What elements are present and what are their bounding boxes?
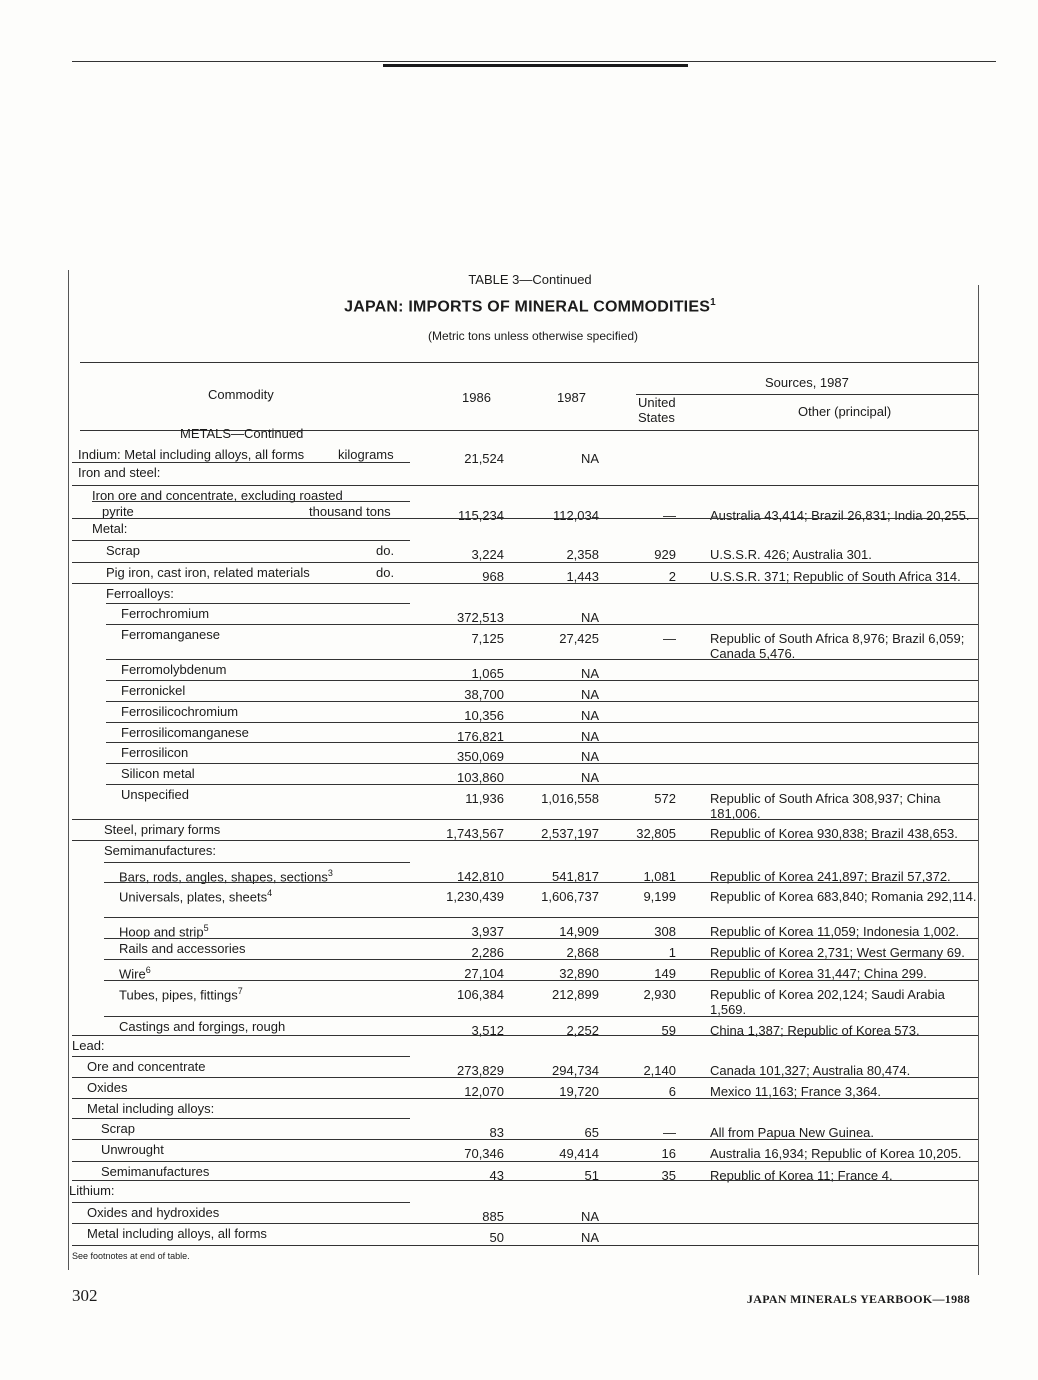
row-rule	[106, 722, 978, 723]
other-sources: Republic of Korea 202,124; Saudi Arabia 1,569.	[710, 987, 945, 1017]
value-1987: 14,909	[559, 924, 599, 939]
other-sources: Republic of Korea 2,731; West Germany 69.	[710, 945, 965, 960]
value-1986: 11,936	[465, 791, 504, 806]
commodity-label: Silicon metal	[121, 766, 195, 781]
commodity-label-wrap	[119, 983, 243, 1003]
value-1987: NA	[580, 708, 599, 723]
value-1986: 1,230,439	[446, 889, 504, 904]
value-1987: NA	[580, 1230, 599, 1245]
commodity-label: Ferrosilicomanganese	[121, 725, 249, 740]
commodity-label: Iron and steel:	[78, 465, 161, 480]
footnote-marker: 3	[327, 868, 333, 878]
value-1986: 43	[489, 1168, 504, 1183]
row-rule	[72, 583, 978, 584]
row-rule	[72, 1180, 978, 1181]
unit-label: kilograms	[338, 447, 394, 462]
other-sources: China 1,387; Republic of Korea 573.	[710, 1023, 920, 1038]
value-1986: 372,513	[457, 610, 504, 625]
other-sources: Republic of Korea 11,059; Indonesia 1,002.	[710, 924, 960, 939]
row-rule	[106, 624, 978, 625]
top-rule-thick	[383, 64, 688, 67]
value-united-states: 59	[661, 1023, 676, 1038]
row-rule	[72, 1223, 978, 1224]
row-rule	[106, 763, 978, 764]
value-1987: 1,443	[566, 569, 599, 584]
value-1987: 212,899	[552, 987, 599, 1002]
value-1987: 1,606,737	[541, 889, 599, 904]
section-label: METALS—Continued	[180, 426, 304, 441]
commodity-label: Metal including alloys:	[87, 1101, 215, 1116]
row-rule	[104, 1016, 978, 1017]
value-1987: 1,016,558	[541, 791, 599, 806]
row-rule	[104, 959, 978, 960]
other-sources: Australia 16,934; Republic of Korea 10,205.	[710, 1146, 962, 1161]
row-rule	[106, 784, 978, 785]
commodity-label: Ferrochromium	[121, 606, 210, 621]
value-united-states: 6	[668, 1084, 676, 1099]
commodity-label: Semimanufactures	[101, 1164, 210, 1179]
row-rule	[106, 742, 978, 743]
value-1987: 112,034	[552, 508, 599, 523]
value-1986: 885	[482, 1209, 504, 1224]
row-rule	[92, 501, 410, 502]
other-sources: U.S.S.R. 371; Republic of South Africa 314.	[710, 569, 961, 584]
value-united-states: 2	[668, 569, 676, 584]
value-1986: 2,286	[471, 945, 504, 960]
commodity-label: Ferrosilicochromium	[121, 704, 239, 719]
running-title: JAPAN MINERALS YEARBOOK—1988	[746, 1292, 970, 1306]
value-1986: 27,104	[464, 966, 504, 981]
value-1986: 3,512	[471, 1023, 504, 1038]
row-rule	[72, 518, 978, 519]
header-united-states: United States	[638, 395, 676, 425]
header-1986: 1986	[462, 390, 491, 405]
value-1986: 103,860	[457, 770, 504, 785]
footnote-marker: 5	[203, 923, 209, 933]
commodity-label: Castings and forgings, rough	[119, 1019, 286, 1034]
row-rule	[104, 882, 978, 883]
value-1986: 12,070	[464, 1084, 504, 1099]
value-united-states: 1,081	[643, 869, 676, 884]
value-1986: 38,700	[464, 687, 504, 702]
unit-label: thousand tons	[309, 504, 391, 519]
commodity-label: Wire	[119, 966, 146, 982]
commodity-label: Ferrosilicon	[121, 745, 189, 760]
value-1987: 541,817	[552, 869, 599, 884]
value-1986: 70,346	[464, 1146, 504, 1161]
row-rule	[106, 701, 978, 702]
value-1987: NA	[580, 729, 599, 744]
row-rule	[106, 603, 410, 604]
value-1986: 21,524	[464, 451, 504, 466]
commodity-label-wrap	[119, 885, 272, 905]
value-1986: 3,224	[471, 547, 504, 562]
other-sources: Mexico 11,163; France 3,364.	[710, 1084, 882, 1099]
value-1986: 115,234	[457, 508, 504, 523]
row-rule	[72, 1245, 978, 1246]
value-1987: NA	[580, 1209, 599, 1224]
title-footnote-marker: 1	[710, 297, 716, 308]
commodity-label: Ore and concentrate	[87, 1059, 206, 1074]
row-rule	[72, 1161, 978, 1162]
value-united-states: 308	[654, 924, 676, 939]
footnote-marker: 6	[145, 965, 151, 975]
footnote-note: See footnotes at end of table.	[72, 1251, 190, 1261]
commodity-label: pyrite	[102, 504, 134, 519]
value-united-states: 32,805	[636, 826, 676, 841]
value-1987: 65	[584, 1125, 599, 1140]
commodity-label: Ferromolybdenum	[121, 662, 227, 677]
commodity-label: Metal including alloys, all forms	[87, 1226, 267, 1241]
commodity-label: Ferronickel	[121, 683, 186, 698]
other-sources: Republic of Korea 11; France 4.	[710, 1168, 893, 1183]
row-rule	[72, 1035, 978, 1036]
other-sources: Republic of Korea 930,838; Brazil 438,653.	[710, 826, 958, 841]
row-rule	[72, 840, 978, 841]
row-rule	[104, 938, 978, 939]
value-1987: 49,414	[559, 1146, 599, 1161]
commodity-label: Oxides	[87, 1080, 128, 1095]
value-1987: 32,890	[559, 966, 599, 981]
row-rule	[72, 1098, 978, 1099]
commodity-label: Rails and accessories	[119, 941, 246, 956]
row-rule	[104, 980, 978, 981]
commodity-label: Lithium:	[69, 1183, 115, 1198]
value-1987: 2,252	[566, 1023, 599, 1038]
value-1987: 294,734	[552, 1063, 599, 1078]
commodity-label: Lead:	[72, 1038, 105, 1053]
value-united-states: 929	[654, 547, 676, 562]
value-united-states: 1	[668, 945, 676, 960]
value-1986: 968	[482, 569, 504, 584]
value-1986: 176,821	[457, 729, 504, 744]
row-rule	[72, 485, 978, 486]
value-united-states: 2,140	[643, 1063, 676, 1078]
value-1986: 10,356	[464, 708, 504, 723]
value-united-states: 2,930	[643, 987, 676, 1002]
value-1986: 1,065	[471, 666, 504, 681]
value-1987: 2,358	[566, 547, 599, 562]
commodity-label: Metal:	[92, 521, 128, 536]
other-sources: Republic of South Africa 308,937; China 181,006.	[710, 791, 941, 821]
row-rule	[72, 462, 410, 463]
value-1986: 3,937	[471, 924, 504, 939]
value-1987: 2,537,197	[541, 826, 599, 841]
value-united-states: 35	[661, 1168, 676, 1183]
row-rule	[72, 1202, 410, 1203]
row-rule	[104, 862, 410, 863]
value-1986: 7,125	[471, 631, 504, 646]
value-1986: 50	[489, 1230, 504, 1245]
value-1987: NA	[580, 749, 599, 764]
commodity-label: Ferromanganese	[121, 627, 220, 642]
footnote-marker: 7	[237, 986, 243, 996]
other-sources: Republic of South Africa 8,976; Brazil 6,059; Canada 5,476.	[710, 631, 965, 661]
value-1986: 142,810	[457, 869, 504, 884]
value-united-states: —	[663, 1125, 676, 1140]
value-1986: 273,829	[457, 1063, 504, 1078]
table-label: TABLE 3—Continued	[468, 272, 592, 287]
other-sources: Republic of Korea 31,447; China 299.	[710, 966, 927, 981]
value-united-states: 16	[661, 1146, 676, 1161]
other-sources: Republic of Korea 683,840; Romania 292,114.	[710, 889, 977, 904]
commodity-label: Unspecified	[121, 787, 189, 802]
unit-label: do.	[376, 565, 395, 580]
other-sources: U.S.S.R. 426; Australia 301.	[710, 547, 872, 562]
header-top-rule	[80, 362, 978, 363]
table-title	[0, 297, 1038, 316]
value-1987: NA	[580, 770, 599, 785]
commodity-label: Unwrought	[101, 1142, 164, 1157]
value-1987: 51	[584, 1168, 599, 1183]
value-united-states: —	[663, 631, 676, 646]
row-rule	[72, 562, 978, 563]
header-commodity: Commodity	[208, 387, 274, 402]
footnote-marker: 4	[267, 888, 273, 898]
value-united-states: 149	[654, 966, 676, 981]
value-1987: 19,720	[559, 1084, 599, 1099]
header-other: Other (principal)	[798, 404, 892, 419]
other-sources: Republic of Korea 241,897; Brazil 57,372.	[710, 869, 951, 884]
value-1986: 1,743,567	[446, 826, 504, 841]
unit-label: do.	[376, 543, 395, 558]
value-united-states: 9,199	[643, 889, 676, 904]
value-1987: 27,425	[559, 631, 599, 646]
page-number: 302	[72, 1286, 98, 1305]
value-1987: NA	[580, 451, 599, 466]
row-rule	[72, 1139, 978, 1140]
commodity-label: Scrap	[101, 1121, 135, 1136]
commodity-label: Bars, rods, angles, shapes, sections	[119, 869, 328, 885]
row-rule	[72, 1118, 410, 1119]
commodity-label: Pig iron, cast iron, related materials	[106, 565, 310, 580]
value-1987: NA	[580, 687, 599, 702]
row-rule	[106, 680, 978, 681]
commodity-label: Hoop and strip	[119, 924, 204, 940]
value-1987: NA	[580, 610, 599, 625]
top-rule-thin	[72, 61, 996, 62]
header-1987: 1987	[557, 390, 586, 405]
right-margin-line	[978, 285, 979, 1275]
commodity-label: Universals, plates, sheets	[119, 889, 268, 905]
other-sources: Canada 101,327; Australia 80,474.	[710, 1063, 911, 1078]
header-sources: Sources, 1987	[765, 375, 849, 390]
row-rule	[72, 540, 410, 541]
commodity-label: Ferroalloys:	[106, 586, 174, 601]
commodity-label: Steel, primary forms	[104, 822, 221, 837]
value-united-states: —	[663, 508, 676, 523]
row-rule	[106, 659, 978, 660]
other-sources: All from Papua New Guinea.	[710, 1125, 875, 1140]
commodity-label: Iron ore and concentrate, excluding roasted	[92, 488, 343, 503]
value-1986: 106,384	[457, 987, 504, 1002]
left-margin-line	[68, 270, 69, 1270]
commodity-label: Tubes, pipes, fittings	[119, 987, 238, 1003]
commodity-label: Scrap	[106, 543, 140, 558]
row-rule	[72, 1056, 410, 1057]
table-title-text: JAPAN: IMPORTS OF MINERAL COMMODITIES	[344, 298, 711, 316]
row-rule	[104, 917, 978, 918]
row-rule	[72, 1077, 978, 1078]
row-rule	[72, 819, 978, 820]
commodity-label: Indium: Metal including alloys, all forms	[78, 447, 305, 462]
value-1987: 2,868	[566, 945, 599, 960]
value-united-states: 572	[654, 791, 676, 806]
value-1987: NA	[580, 666, 599, 681]
other-sources: Australia 43,414; Brazil 26,831; India 20,255.	[710, 508, 970, 523]
table-subtitle: (Metric tons unless otherwise specified)	[427, 329, 639, 343]
commodity-label: Oxides and hydroxides	[87, 1205, 220, 1220]
commodity-label: Semimanufactures:	[104, 843, 216, 858]
value-1986: 83	[489, 1125, 504, 1140]
value-1986: 350,069	[457, 749, 504, 764]
